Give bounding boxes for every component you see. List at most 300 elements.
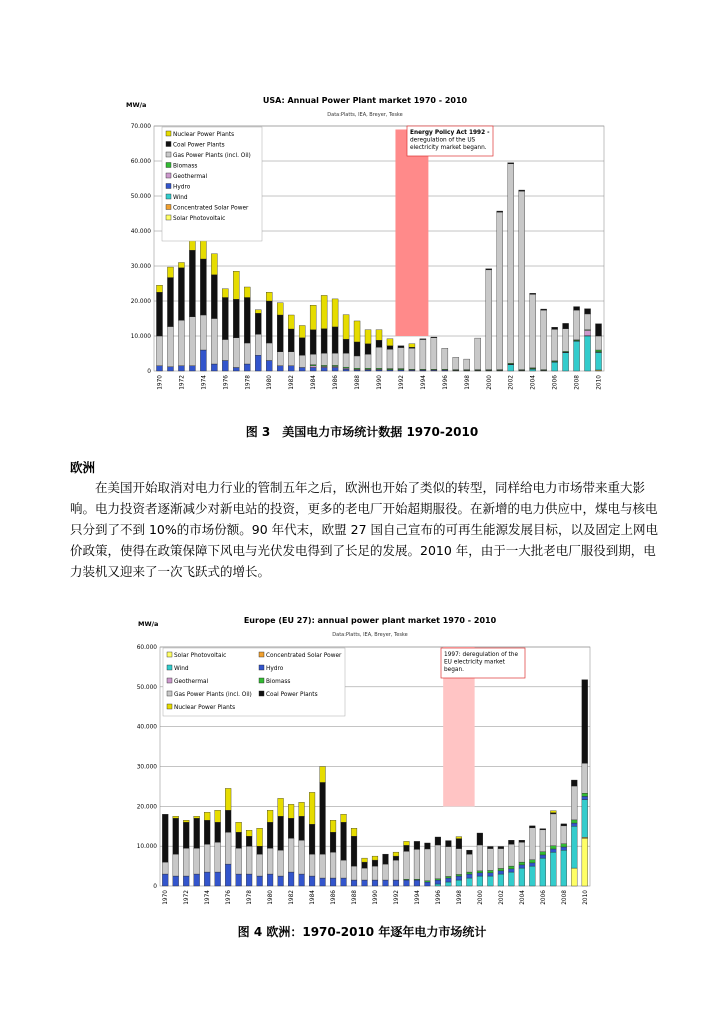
bar-segment [332, 353, 338, 365]
x-tick-label: 1990 [377, 375, 383, 390]
bar-segment [550, 852, 556, 886]
legend-label: Geothermal [173, 174, 208, 180]
bar-segment [372, 856, 378, 860]
bar-segment [529, 828, 535, 860]
bar-segment [257, 846, 263, 854]
x-tick-label: 1980 [268, 890, 275, 905]
x-tick-label: 1970 [163, 890, 170, 905]
bar-segment [595, 336, 601, 350]
bar-segment [582, 793, 588, 796]
bar-segment [277, 352, 283, 366]
x-tick-label: 2002 [508, 375, 515, 390]
bar-segment [320, 878, 326, 886]
bar-segment [435, 879, 441, 880]
legend-swatch [167, 704, 172, 709]
bar-segment [540, 852, 546, 855]
bar-segment [200, 315, 206, 350]
bar-segment [246, 830, 252, 836]
legend-swatch [259, 665, 264, 670]
bar-segment [341, 878, 347, 886]
bar-segment [571, 826, 577, 868]
bar-segment [398, 346, 404, 348]
bar-segment [435, 884, 441, 886]
chart2-caption: 图 4 欧洲：1970-2010 年逐年电力市场统计 [237, 925, 487, 939]
bar-segment [530, 294, 536, 368]
bar-segment [409, 348, 415, 369]
chart2-ylabel: MW/a [138, 620, 159, 628]
x-tick-label: 1988 [352, 890, 359, 905]
legend-label: Solar Photovoltaic [173, 216, 226, 222]
bar-segment [332, 368, 338, 372]
bar-segment [456, 837, 462, 839]
bar-segment [211, 364, 217, 371]
bar-segment [167, 327, 173, 367]
bar-segment [372, 880, 378, 886]
x-tick-label: 1974 [205, 890, 212, 905]
bar-segment [255, 310, 261, 314]
bar-segment [362, 868, 368, 880]
bar-segment [156, 292, 162, 336]
bar-segment [288, 838, 294, 872]
bar-segment [550, 811, 556, 813]
x-tick-label: 1976 [223, 375, 230, 390]
bar-segment [487, 873, 493, 876]
bar-segment [351, 828, 357, 836]
bar-segment [446, 882, 452, 886]
x-tick-label: 1986 [331, 890, 338, 905]
bar-segment [183, 848, 189, 876]
bar-segment [354, 342, 360, 356]
bar-segment [310, 366, 316, 368]
bar-segment [487, 847, 493, 849]
bar-segment [435, 880, 441, 884]
bar-segment [320, 767, 326, 783]
bar-segment [204, 820, 210, 844]
bar-segment [278, 816, 284, 850]
bar-segment [277, 315, 283, 352]
bar-segment [508, 164, 514, 363]
x-tick-label: 1986 [333, 375, 340, 390]
legend-swatch [167, 665, 172, 670]
bar-segment [330, 852, 336, 878]
y-tick-label: 30.000 [130, 264, 151, 270]
bar-segment [595, 352, 601, 370]
bar-segment [215, 822, 221, 842]
bar-segment [456, 880, 462, 886]
x-tick-label: 2000 [486, 375, 493, 390]
bar-segment [453, 357, 459, 369]
bar-segment [414, 841, 420, 849]
bar-segment [299, 874, 305, 886]
bar-segment [435, 845, 441, 879]
bar-segment [288, 872, 294, 886]
x-tick-label: 1996 [435, 890, 442, 905]
bar-segment [414, 849, 420, 879]
bar-segment [288, 818, 294, 838]
bar-segment [398, 348, 404, 369]
y-tick-label: 50.000 [136, 684, 157, 691]
bar-segment [508, 866, 514, 869]
bar-segment [222, 298, 228, 340]
bar-segment [266, 343, 272, 361]
legend-label: Solar Photovoltaic [174, 653, 227, 659]
legend-swatch [166, 184, 171, 189]
bar-segment [519, 862, 525, 865]
bar-segment [571, 868, 577, 886]
bar-segment [194, 816, 200, 818]
bar-segment [309, 854, 315, 876]
bar-segment [519, 190, 525, 191]
chart2 [0, 640, 724, 920]
bar-segment [404, 841, 410, 845]
legend-swatch [166, 152, 171, 157]
bar-segment [529, 866, 535, 886]
bar-segment [222, 289, 228, 298]
bar-segment [266, 292, 272, 301]
bar-segment [204, 812, 210, 820]
annotation-text: Energy Policy Act 1992 - [410, 130, 490, 136]
bar-segment [498, 874, 504, 886]
bar-segment [246, 874, 252, 886]
bar-segment [310, 305, 316, 330]
bar-segment [519, 840, 525, 842]
bar-segment [321, 353, 327, 365]
bar-segment [574, 307, 580, 311]
bar-segment [574, 341, 580, 371]
bar-segment [383, 864, 389, 880]
bar-segment [332, 327, 338, 353]
bar-segment [362, 880, 368, 886]
x-tick-label: 1978 [247, 890, 254, 905]
bar-segment [404, 880, 410, 886]
bar-segment [486, 269, 492, 270]
bar-segment [299, 816, 305, 840]
bar-segment [173, 876, 179, 886]
bar-segment [519, 191, 525, 370]
bar-segment [309, 824, 315, 854]
bar-segment [204, 844, 210, 872]
bar-segment [376, 340, 382, 347]
x-tick-label: 1972 [184, 890, 191, 905]
bar-segment [211, 319, 217, 365]
bar-segment [320, 854, 326, 878]
bar-segment [343, 353, 349, 367]
bar-segment [552, 327, 558, 329]
x-tick-label: 2006 [540, 890, 547, 905]
y-tick-label: 10.000 [130, 334, 151, 340]
bar-segment [585, 330, 591, 335]
bar-segment [530, 293, 536, 294]
bar-segment [343, 315, 349, 340]
bar-segment [425, 882, 431, 886]
bar-segment [362, 858, 368, 862]
bar-segment [215, 842, 221, 872]
bar-segment [498, 868, 504, 870]
bar-segment [257, 828, 263, 846]
bar-segment [341, 822, 347, 860]
bar-segment [442, 348, 448, 369]
legend-label: Concentrated Solar Power [266, 653, 342, 659]
bar-segment [383, 854, 389, 864]
legend-swatch [167, 652, 172, 657]
bar-segment [541, 309, 547, 310]
bar-segment [309, 792, 315, 824]
bar-segment [467, 874, 473, 878]
bar-segment [330, 820, 336, 832]
bar-segment [414, 880, 420, 886]
bar-segment [540, 830, 546, 852]
bar-segment [162, 862, 168, 874]
bar-segment [574, 310, 580, 340]
bar-segment [299, 368, 305, 372]
legend-swatch [167, 691, 172, 696]
x-tick-label: 1994 [420, 375, 427, 390]
bar-segment [446, 841, 452, 847]
bar-segment [354, 321, 360, 342]
bar-segment [393, 856, 399, 860]
bar-segment [393, 860, 399, 880]
bar-segment [585, 336, 591, 371]
bar-segment [277, 303, 283, 315]
bar-segment [372, 860, 378, 866]
bar-segment [497, 211, 503, 212]
legend-swatch [166, 163, 171, 168]
bar-segment [365, 354, 371, 368]
annotation-text: deregulation of the US [410, 137, 476, 144]
bar-segment [467, 878, 473, 886]
bar-segment [365, 344, 371, 355]
bar-segment [310, 368, 316, 372]
bar-segment [244, 343, 250, 364]
bar-segment [200, 259, 206, 315]
bar-segment [288, 329, 294, 352]
bar-segment [299, 338, 305, 356]
bar-segment [541, 310, 547, 370]
bar-segment [211, 254, 217, 275]
bar-segment [420, 340, 426, 370]
legend-swatch [166, 205, 171, 210]
paragraph-line: 在美国开始取消对电力行业的管制五年之后，欧洲也开始了类似的转型，同样给电力市场带来重大影 [95, 480, 646, 495]
bar-segment [189, 250, 195, 317]
bar-segment [244, 298, 250, 344]
bar-segment [582, 680, 588, 764]
bar-segment [173, 816, 179, 818]
bar-segment [244, 364, 250, 371]
x-tick-label: 1998 [464, 375, 471, 390]
bar-segment [255, 334, 261, 355]
chart1 [0, 115, 724, 405]
legend-swatch [259, 678, 264, 683]
bar-segment [585, 314, 591, 330]
bar-segment [288, 804, 294, 818]
bar-segment [477, 845, 483, 871]
chart1-caption: 图 3 美国电力市场统计数据 1970-2010 [245, 425, 479, 439]
bar-segment [446, 876, 452, 878]
bar-segment [233, 271, 239, 299]
bar-segment [156, 336, 162, 366]
bar-segment [446, 847, 452, 877]
legend-swatch [167, 678, 172, 683]
bar-segment [529, 860, 535, 863]
y-tick-label: 60.000 [136, 645, 157, 651]
bar-segment [194, 848, 200, 874]
legend-label: Wind [174, 666, 189, 672]
legend-swatch [166, 194, 171, 199]
y-tick-label: 70.000 [130, 124, 151, 130]
bar-segment [267, 810, 273, 822]
legend-label: Geothermal [174, 679, 209, 685]
bar-segment [550, 813, 556, 814]
bar-segment [561, 847, 567, 850]
bar-segment [330, 878, 336, 886]
bar-segment [431, 338, 437, 370]
bar-segment [477, 873, 483, 876]
bar-segment [519, 868, 525, 886]
legend-swatch [166, 173, 171, 178]
bar-segment [332, 299, 338, 327]
bar-segment [299, 355, 305, 367]
bar-segment [257, 876, 263, 886]
bar-segment [351, 880, 357, 886]
legend-swatch [259, 691, 264, 696]
bar-segment [267, 848, 273, 874]
bar-segment [508, 869, 514, 872]
bar-segment [456, 874, 462, 876]
bar-segment [194, 874, 200, 886]
bar-segment [162, 874, 168, 886]
legend-label: Concentrated Solar Power [173, 205, 249, 212]
bar-segment [420, 339, 426, 340]
bar-segment [552, 329, 558, 361]
x-tick-label: 1974 [201, 375, 208, 390]
bar-segment [255, 355, 261, 371]
legend-label: Gas Power Plants (incl. Oil) [173, 153, 251, 159]
bar-segment [278, 798, 284, 816]
bar-segment [540, 855, 546, 858]
legend-swatch [166, 142, 171, 147]
bar-segment [582, 838, 588, 886]
x-tick-label: 1980 [267, 375, 274, 390]
bar-segment [585, 309, 591, 314]
annotation-text: EU electricity market [444, 659, 505, 666]
bar-segment [376, 330, 382, 341]
bar-segment [464, 359, 470, 370]
bar-segment [519, 865, 525, 868]
bar-segment [277, 366, 283, 371]
x-tick-label: 2002 [498, 890, 505, 905]
x-tick-label: 1984 [310, 890, 317, 905]
bar-segment [233, 299, 239, 338]
paragraph-line: 只分到了不到 10%的市场份额。90 年代末，欧盟 27 国自己宣布的可再生能源发展目标，以及固定上网电 [70, 522, 658, 537]
bar-segment [498, 849, 504, 869]
bar-segment [582, 796, 588, 799]
y-tick-label: 40.000 [136, 724, 157, 731]
x-tick-label: 1982 [289, 890, 296, 905]
x-tick-label: 1972 [179, 375, 186, 390]
bar-segment [498, 847, 504, 849]
bar-segment [215, 872, 221, 886]
bar-segment [387, 349, 393, 368]
x-tick-label: 2000 [477, 890, 484, 905]
bar-segment [278, 850, 284, 876]
x-tick-label: 2004 [530, 375, 537, 390]
bar-segment [321, 295, 327, 328]
bar-segment [222, 340, 228, 361]
bar-segment [595, 324, 601, 336]
y-tick-label: 40.000 [130, 229, 151, 235]
chart1-title: USA: Annual Power Plant market 1970 - 2010 [262, 96, 468, 105]
bar-segment [255, 313, 261, 334]
bar-segment [487, 849, 493, 871]
legend-swatch [259, 652, 264, 657]
bar-segment [178, 268, 184, 321]
chart1-ylabel: MW/a [126, 101, 147, 109]
bar-segment [571, 823, 577, 826]
section-heading: 欧洲 [70, 460, 96, 475]
bar-segment [508, 163, 514, 164]
bar-segment [288, 366, 294, 371]
bar-segment [222, 361, 228, 372]
bar-segment [540, 858, 546, 886]
x-tick-label: 2006 [552, 375, 559, 390]
bar-segment [309, 876, 315, 886]
legend-label: Coal Power Plants [173, 142, 225, 149]
bar-segment [529, 826, 535, 828]
bar-segment [431, 337, 437, 338]
bar-segment [320, 782, 326, 854]
bar-segment [456, 876, 462, 880]
bar-segment [508, 844, 514, 866]
bar-segment [194, 818, 200, 848]
x-tick-label: 1982 [289, 375, 296, 390]
bar-segment [487, 876, 493, 886]
x-tick-label: 2008 [574, 375, 581, 390]
bar-segment [561, 850, 567, 886]
annotation-text: electricity market begann. [410, 145, 487, 151]
bar-segment [156, 366, 162, 371]
bar-segment [387, 346, 393, 350]
bar-segment [233, 338, 239, 368]
bar-segment [563, 323, 569, 328]
bar-segment [173, 818, 179, 854]
bar-segment [467, 854, 473, 872]
x-tick-label: 1970 [157, 375, 164, 390]
bar-segment [435, 837, 441, 845]
bar-segment [508, 365, 514, 371]
paragraph-line: 响。电力投资者逐渐减少对新电站的投资，更多的老电厂开始超期服役。在新增的电力供应中，煤电与核电 [70, 501, 658, 516]
bar-segment [550, 846, 556, 849]
bar-segment [189, 366, 195, 371]
x-tick-label: 1994 [414, 890, 421, 905]
bar-segment [571, 780, 577, 786]
bar-segment [425, 843, 431, 849]
section-paragraph [70, 477, 660, 582]
bar-segment [156, 285, 162, 292]
bar-segment [236, 874, 242, 886]
bar-segment [321, 368, 327, 372]
x-tick-label: 1990 [373, 890, 379, 905]
y-tick-label: 0 [153, 884, 157, 890]
bar-segment [299, 802, 305, 816]
bar-segment [178, 366, 184, 371]
x-tick-label: 1998 [456, 890, 463, 905]
legend-label: Coal Power Plants [266, 692, 318, 698]
bar-segment [167, 367, 173, 371]
legend-label: Gas Power Plants (incl. Oil) [174, 692, 252, 698]
bar-segment [351, 836, 357, 866]
bar-segment [383, 880, 389, 886]
bar-segment [376, 347, 382, 368]
